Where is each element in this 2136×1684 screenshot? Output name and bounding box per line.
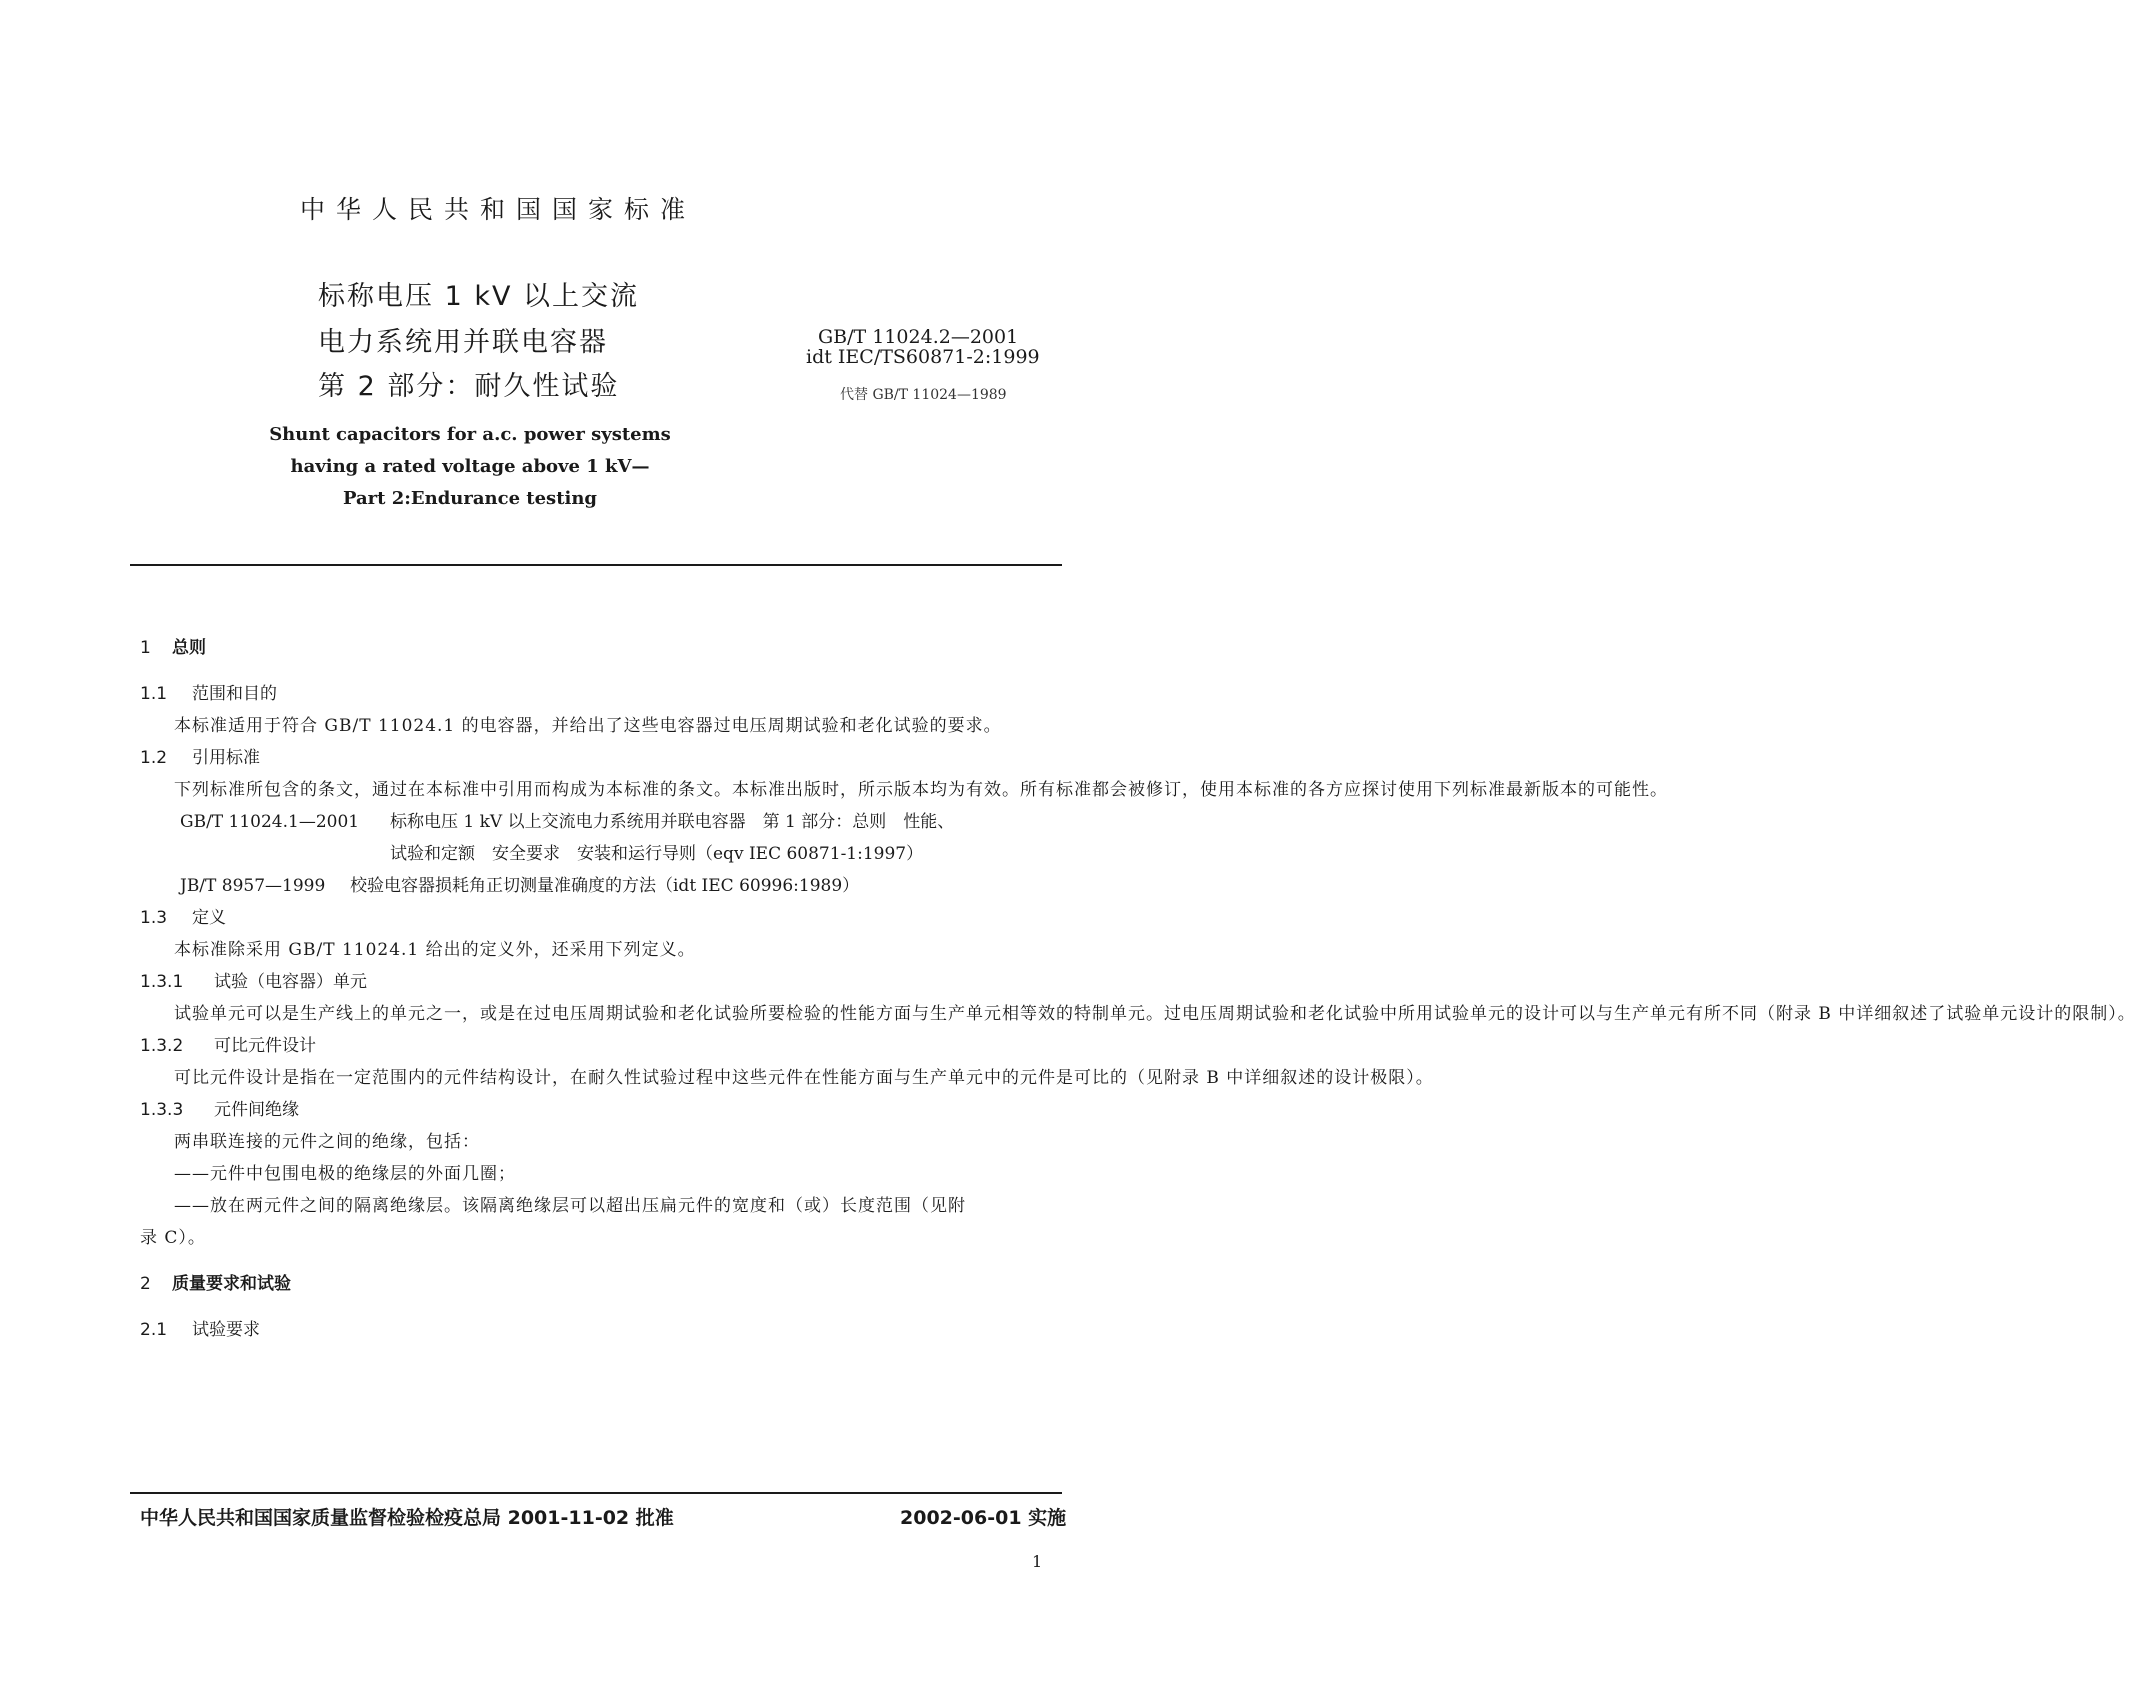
title-en-line-1: Shunt capacitors for a.c. power systems — [269, 424, 671, 445]
section-1-1-heading: 1.1 范围和目的 — [140, 684, 277, 704]
document-body — [140, 622, 2136, 1346]
list-item: ——元件中包围电极的绝缘层的外面几圈； — [174, 1164, 516, 1184]
section-1-3-2-heading: 1.3.2 可比元件设计 — [140, 1036, 316, 1056]
national-standard-heading: 中华人民共和国国家标准 — [300, 195, 697, 224]
approval-line: 中华人民共和国国家质量监督检验检疫总局 2001-11-02 批准 — [140, 1507, 674, 1529]
list-item: ——放在两元件之间的隔离绝缘层。该隔离绝缘层可以超出压扁元件的宽度和（或）长度范围（见附 — [174, 1196, 966, 1216]
section-1-1-text: 本标准适用于符合 GB/T 11024.1 的电容器，并给出了这些电容器过电压周期试验和老化试验的要求。 — [174, 716, 1002, 736]
title-cn-line-1: 标称电压 1 kV 以上交流 — [318, 281, 640, 312]
section-1-3-1-text: 试验单元可以是生产线上的单元之一，或是在过电压周期试验和老化试验所要检验的性能方面与生产单元相等效的特制单元。过电压周期试验和老化试验中所用试验单元的设计可以与生产单元有所不同（附录 B 中详细叙述了试验单元设计的限制）。 — [174, 1004, 2136, 1024]
reference-item-continued: 试验和定额 安全要求 安装和运行导则（eqv IEC 60871-1:1997） — [390, 844, 924, 864]
section-1-3-2-text: 可比元件设计是指在一定范围内的元件结构设计，在耐久性试验过程中这些元件在性能方面与生产单元中的元件是可比的（见附录 B 中详细叙述的设计极限）。 — [174, 1068, 1434, 1088]
section-1-2-text: 下列标准所包含的条文，通过在本标准中引用而构成为本标准的条文。本标准出版时，所示版本均为有效。所有标准都会被修订，使用本标准的各方应探讨使用下列标准最新版本的可能性。 — [174, 780, 1668, 800]
title-en-line-3: Part 2:Endurance testing — [342, 488, 598, 509]
section-2-heading: 2 质量要求和试验 — [140, 1274, 291, 1294]
section-1-3-text: 本标准除采用 GB/T 11024.1 给出的定义外，还采用下列定义。 — [174, 940, 696, 960]
implementation-date: 2002-06-01 实施 — [900, 1507, 1067, 1529]
section-1-3-3-heading: 1.3.3 元件间绝缘 — [140, 1100, 299, 1120]
section-1-3-heading: 1.3 定义 — [140, 908, 226, 928]
title-cn-line-2: 电力系统用并联电容器 — [318, 327, 608, 358]
section-1-3-3-intro: 两串联连接的元件之间的绝缘，包括： — [174, 1132, 480, 1152]
footer-divider — [130, 1492, 1062, 1494]
idt-code: idt IEC/TS60871-2:1999 — [806, 346, 1040, 368]
page-number: 1 — [1032, 1552, 1043, 1571]
reference-item: JB/T 8957—1999 校验电容器损耗角正切测量准确度的方法（idt IEC 60996:1989） — [180, 876, 860, 896]
title-en-line-2: having a rated voltage above 1 kV— — [290, 456, 650, 477]
section-1-2-heading: 1.2 引用标准 — [140, 748, 260, 768]
replaces-code: 代替 GB/T 11024—1989 — [840, 387, 1007, 403]
header-divider — [130, 564, 1062, 566]
section-2-1-heading: 2.1 试验要求 — [140, 1320, 260, 1340]
section-1-heading: 1 总则 — [140, 638, 206, 658]
title-cn-line-3: 第 2 部分：耐久性试验 — [318, 371, 620, 402]
standard-code: GB/T 11024.2—2001 — [818, 326, 1019, 348]
reference-item: GB/T 11024.1—2001 标称电压 1 kV 以上交流电力系统用并联电容器 第 1 部分：总则 性能、 — [180, 812, 955, 832]
list-item-continued: 录 C）。 — [140, 1228, 206, 1248]
section-1-3-1-heading: 1.3.1 试验（电容器）单元 — [140, 972, 367, 992]
